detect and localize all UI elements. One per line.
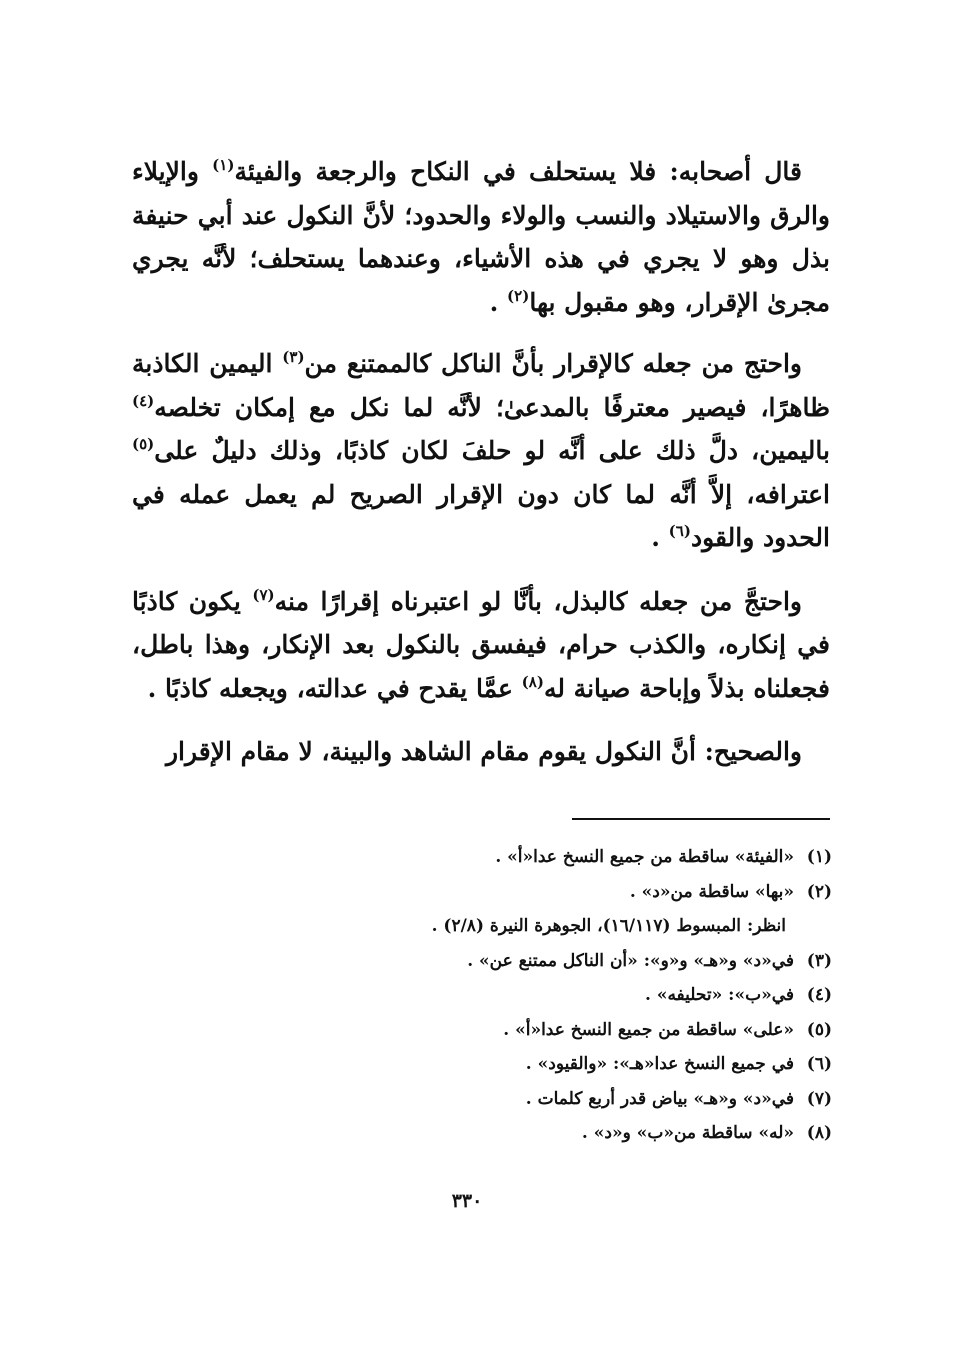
footnote-continuation: انظر: المبسوط (١٦/١١٧)، الجوهرة النيرة (٢/٨) .: [431, 916, 786, 936]
footnote-number: (٧): [806, 1088, 832, 1109]
paragraph-text: .: [651, 523, 669, 552]
paragraph-text: اعترافه، إلاَّ أنَّه لما كان دون الإقرار الصريح لم يعمل عمله في الحدود والقود: [132, 479, 830, 552]
body-paragraph: [132, 342, 830, 560]
paragraph-text: عمَّا يقدح في عدالته، ويجعله كاذبًا .: [147, 673, 522, 703]
body-paragraph: [132, 730, 830, 774]
footnote-reference: (١): [212, 156, 235, 174]
footnote-reference: (٥): [132, 435, 155, 453]
paragraph-text: .: [489, 287, 508, 317]
footnotes: [140, 840, 840, 1151]
footnote-reference: (٤): [132, 391, 155, 410]
paragraph-text: واحتجَّ من جعله كالبذل، بأنَّا لو اعتبرناه إقرارًا منه: [274, 586, 802, 616]
main-text: [132, 150, 830, 794]
footnote: [140, 1013, 840, 1048]
footnote-separator: [572, 818, 830, 820]
footnote-text: «له» ساقطة من«ب» و«د» .: [581, 1123, 794, 1143]
footnote-reference: (٨): [521, 672, 544, 691]
footnote-text: «بها» ساقطة من«د» .: [629, 881, 794, 902]
body-paragraph: [132, 580, 830, 711]
footnote-number: (٢): [806, 881, 832, 902]
body-paragraph: [132, 150, 830, 324]
footnote-number: (٦): [806, 1054, 832, 1074]
footnote-reference: (٦): [668, 522, 691, 540]
footnote: [140, 978, 840, 1013]
footnote: [140, 944, 840, 979]
paragraph-text: اليمين الكاذبة ظاهرًا، فيصير معترفًا بالمدعىٰ؛ لأنَّه لما نكل مع إمكان تخلصه: [132, 349, 830, 422]
footnote-number: (٥): [806, 1019, 832, 1040]
paragraph-text: يكون كاذبًا في إنكاره، والكذب حرام، فيفسق بالنكول بعد الإنكار، وهذا باطل، فجعلناه بذلاً وإباحة صيانة له: [132, 586, 830, 703]
footnote-text: في جميع النسخ عدا«هـ»: «والقيود» .: [525, 1054, 794, 1074]
footnote-text: «على» ساقطة من جميع النسخ عدا«أ» .: [503, 1019, 794, 1040]
footnote-text: «الفيئة» ساقطة من جميع النسخ عدا«أ» .: [495, 847, 794, 867]
footnote-reference: (٢): [507, 286, 530, 305]
footnote: [140, 840, 840, 875]
footnote-text: في«د» و«هـ» بياض قدر أربع كلمات .: [525, 1088, 794, 1109]
footnote-reference: (٣): [282, 348, 305, 366]
footnote-number: (٣): [806, 950, 832, 971]
footnote-reference: (٧): [252, 585, 275, 604]
footnote: [140, 1116, 840, 1151]
footnote-number: (٨): [806, 1123, 832, 1143]
paragraph-text: والإيلاء والرق والاستيلاد والنسب والولاء والحدود؛ لأنَّ النكول عند أبي حنيفة بذل وهو لا يجري في هذه الأشياء، وعندهما يستحلف؛ لأنَّه يجري مجرىٰ الإقرار، وهو مقبول بها: [132, 157, 830, 317]
page-number: ٣٣٠: [451, 1190, 483, 1212]
footnote-number: (١): [806, 847, 832, 867]
paragraph-text: قال أصحابه: فلا يستحلف في النكاح والرجعة والفيئة: [234, 157, 802, 186]
paragraph-text: والصحيح: أنَّ النكول يقوم مقام الشاهد والبينة، لا مقام الإقرار: [165, 737, 802, 766]
footnote-number: (٤): [806, 985, 832, 1005]
footnote: [140, 1082, 840, 1117]
paragraph-text: باليمين، دلَّ ذلك على أنَّه لو حلفَ لكان كاذبًا، وذلك دليلٌ على: [154, 436, 830, 465]
footnote-text: في«د» و«هـ» و«و»: «أن الناكل ممتنع عن» .: [467, 950, 794, 971]
paragraph-text: واحتج من جعله كالإقرار بأنَّ الناكل كالممتنع من: [304, 349, 802, 378]
footnote: [140, 1047, 840, 1082]
footnote-text: في«ب»: «تحليفه» .: [644, 985, 794, 1005]
footnote: [140, 875, 840, 910]
